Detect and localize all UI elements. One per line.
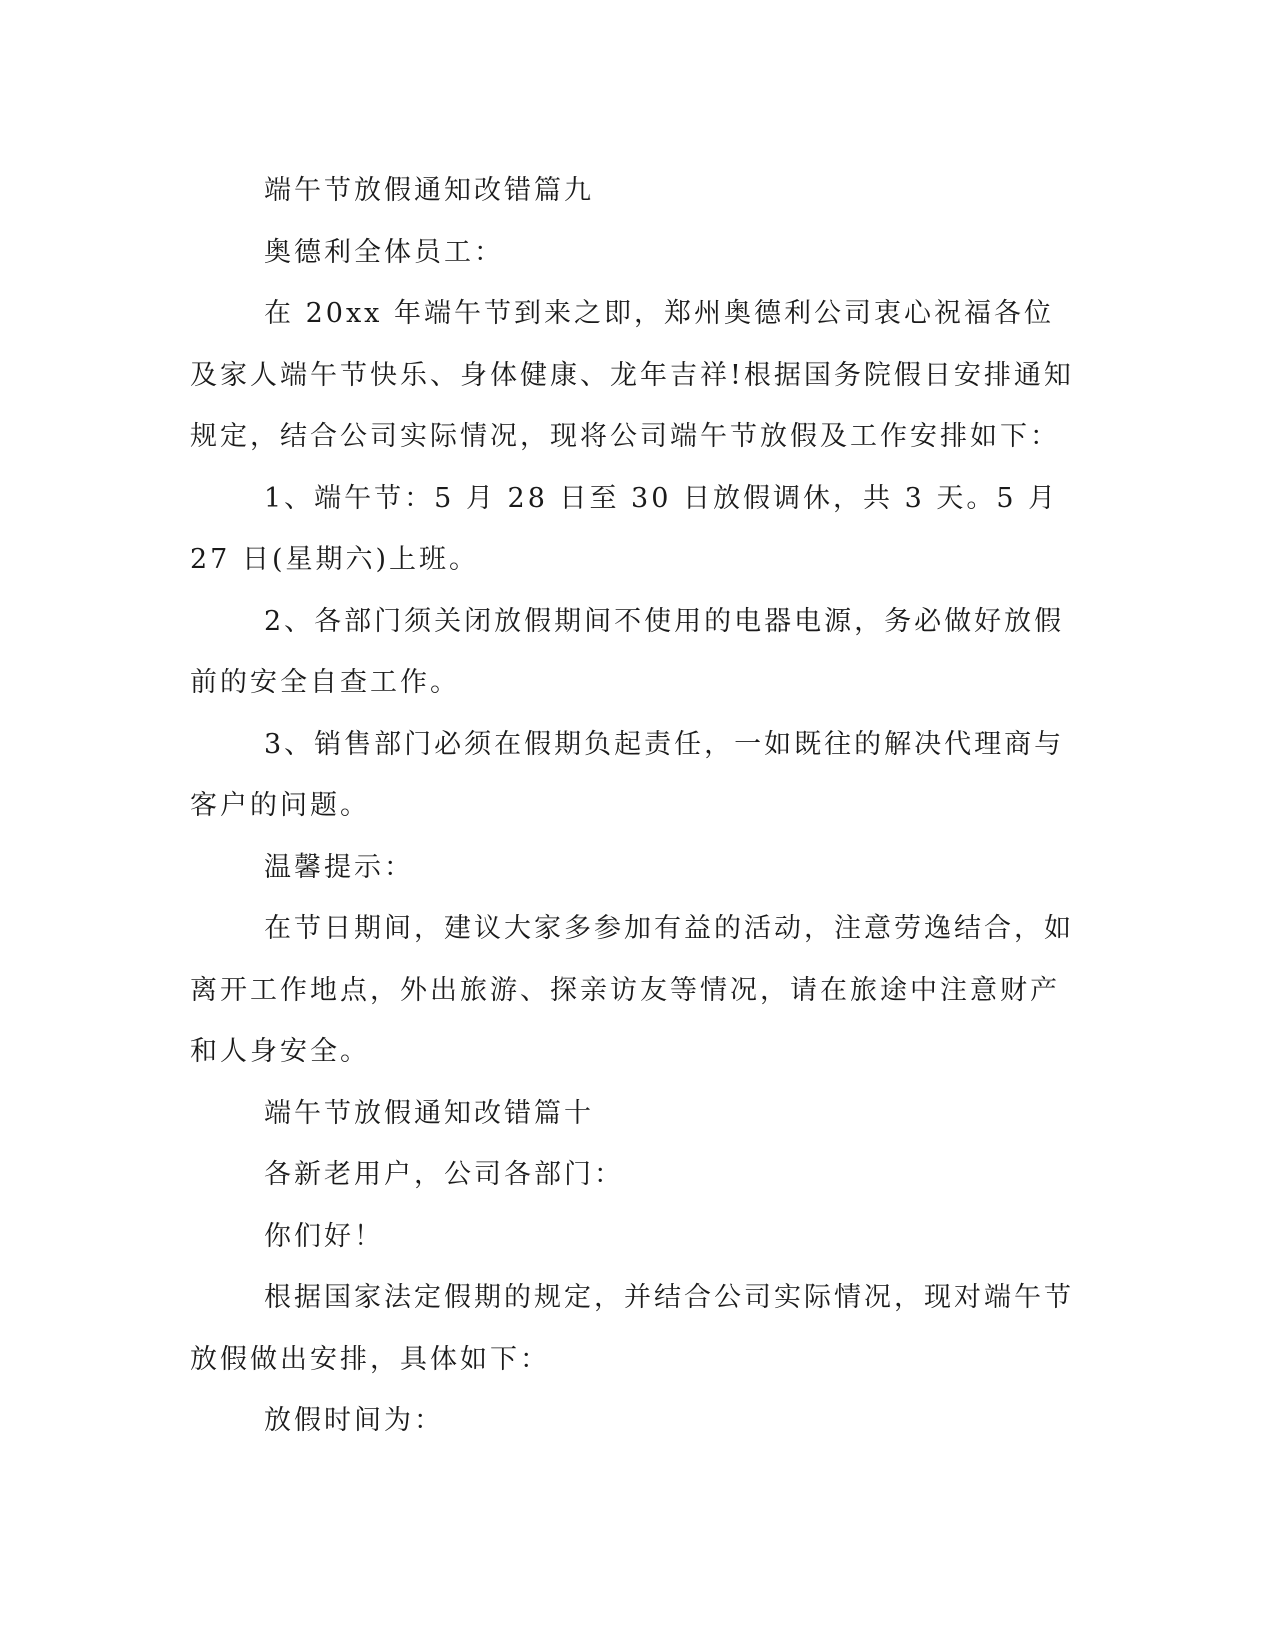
- tip-heading: 温馨提示：: [264, 851, 414, 883]
- section-title: 端午节放假通知改错篇十: [264, 1097, 594, 1129]
- list-item: 2、各部门须关闭放假期间不使用的电器电源，务必做好放假前的安全自查工作。: [190, 605, 1065, 698]
- greeting: 你们好！: [264, 1220, 384, 1252]
- salutation: 奥德利全体员工：: [264, 236, 504, 268]
- paragraph: 根据国家法定假期的规定，并结合公司实际情况，现对端午节放假做出安排，具体如下：: [190, 1282, 1074, 1375]
- section-title: 端午节放假通知改错篇九: [264, 175, 594, 206]
- document-body: [190, 160, 1080, 1452]
- list-item: 1、端午节：5 月 28 日至 30 日放假调休，共 3 天。5 月 27 日(星期六)上班。: [190, 482, 1059, 575]
- paragraph: 放假时间为：: [264, 1405, 444, 1436]
- paragraph: 在节日期间，建议大家多参加有益的活动，注意劳逸结合，如离开工作地点，外出旅游、探亲访友等情况，请在旅途中注意财产和人身安全。: [190, 913, 1074, 1067]
- list-item: 3、销售部门必须在假期负起责任，一如既往的解决代理商与客户的问题。: [190, 728, 1065, 821]
- paragraph: 在 20xx 年端午节到来之即，郑州奥德利公司衷心祝福各位及家人端午节快乐、身体健康、龙年吉祥!根据国务院假日安排通知规定，结合公司实际情况，现将公司端午节放假及工作安排如下：: [190, 298, 1074, 452]
- salutation: 各新老用户，公司各部门：: [264, 1159, 624, 1190]
